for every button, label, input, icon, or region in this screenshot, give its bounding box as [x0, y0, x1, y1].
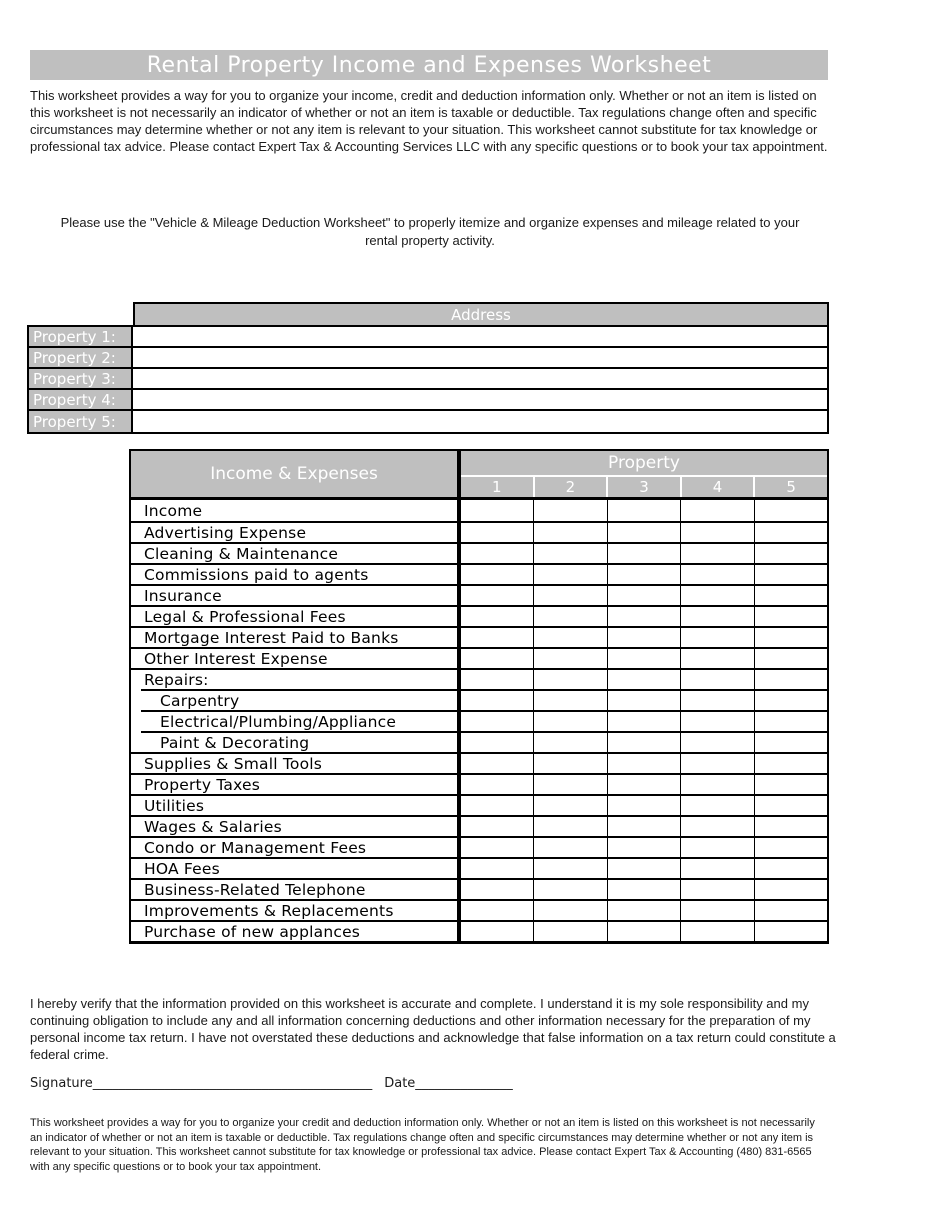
verification-paragraph: I hereby verify that the information provided on this worksheet is accurate and complete. I understand it is my sole responsibility and my continuing obligation to include any and all information concerning deductions and other information necessary for the preparation of my personal income tax return. I have not overstated these deductions and acknowledge that false information on a tax return could constitute a federal crime. — [30, 996, 836, 1062]
income-value-cell[interactable] — [533, 773, 606, 794]
address-input-cell[interactable] — [133, 369, 827, 388]
income-row-label-cell — [131, 542, 461, 563]
income-value-cell[interactable] — [461, 815, 533, 836]
income-row-label: Business-Related Telephone — [141, 878, 457, 899]
income-row-label-cell — [131, 563, 461, 584]
income-table-row — [131, 836, 827, 857]
address-row-label: Property 1: — [29, 327, 133, 346]
income-value-cell[interactable] — [607, 542, 680, 563]
income-value-cell[interactable] — [607, 626, 680, 647]
income-value-cell[interactable] — [607, 500, 680, 521]
income-value-cell[interactable] — [607, 815, 680, 836]
income-row-label-cell — [131, 731, 461, 752]
property-header-group — [461, 451, 827, 497]
income-expenses-header-cell: Income & Expenses — [131, 451, 461, 497]
income-value-cell[interactable] — [754, 584, 827, 605]
indent-strip — [131, 794, 141, 815]
address-input-cell[interactable] — [133, 348, 827, 367]
income-value-cell[interactable] — [607, 899, 680, 920]
income-value-cell[interactable] — [533, 752, 606, 773]
address-table-row — [29, 411, 827, 432]
income-row-label: Purchase of new applances — [141, 920, 457, 941]
income-table-row — [131, 815, 827, 836]
income-value-cell[interactable] — [680, 605, 753, 626]
intro-paragraph: This worksheet provides a way for you to organize your income, credit and deduction information only. Whether or not an item is listed on this worksheet is not necessarily an indicator of whether or not an item is taxable or deductible. Tax regulations change often and specific circumstances may determine whether or not any item is relevant to your situation. This worksheet cannot substitute for tax knowledge or professional tax advice. Please contact Expert Tax & Accounting Services LLC with any specific questions or to book your tax appointment. — [30, 88, 828, 154]
footer-disclaimer: This worksheet provides a way for you to organize your credit and deduction information only. Whether or not an item is listed on this worksheet is not necessarily an indicator of whether or not an item is taxable or deductible. Tax regulations change often and specific circumstances may determine whether or not any item is relevant to your situation. This worksheet cannot substitute for tax knowledge or professional tax advice. Please contact Expert Tax & Accounting (480) 831-6565 with any specific questions or to book your tax appointment. — [30, 1117, 815, 1173]
indent-strip — [131, 668, 141, 689]
indent-strip — [131, 500, 141, 521]
address-row-label: Property 5: — [29, 411, 133, 432]
income-value-cell[interactable] — [461, 920, 533, 941]
income-row-label: Legal & Professional Fees — [141, 605, 457, 626]
income-value-cell[interactable] — [533, 731, 606, 752]
income-row-label: Commissions paid to agents — [141, 563, 457, 584]
income-value-cell[interactable] — [533, 626, 606, 647]
income-value-cell[interactable] — [680, 920, 753, 941]
income-row-label: Carpentry — [141, 689, 457, 710]
income-value-cell[interactable] — [533, 668, 606, 689]
income-value-cell[interactable] — [680, 899, 753, 920]
property-header-cell: Property — [461, 451, 827, 475]
income-table-row — [131, 584, 827, 605]
income-value-cell[interactable] — [461, 752, 533, 773]
income-value-cell[interactable] — [680, 857, 753, 878]
income-table-row — [131, 920, 827, 941]
income-value-cell[interactable] — [680, 773, 753, 794]
indent-strip — [131, 584, 141, 605]
income-value-cell[interactable] — [680, 731, 753, 752]
income-row-label: Supplies & Small Tools — [141, 752, 457, 773]
indent-strip — [131, 878, 141, 899]
signature-line[interactable]: ___________________________________________ — [92, 1076, 373, 1091]
income-value-cell[interactable] — [461, 584, 533, 605]
income-value-cell[interactable] — [607, 668, 680, 689]
income-table-row — [131, 878, 827, 899]
income-row-label-cell — [131, 752, 461, 773]
income-value-cell[interactable] — [533, 500, 606, 521]
indent-strip — [131, 689, 141, 710]
income-value-cell[interactable] — [680, 626, 753, 647]
income-value-cell[interactable] — [754, 626, 827, 647]
address-table-row — [29, 390, 827, 411]
income-value-cell[interactable] — [607, 563, 680, 584]
income-value-cell[interactable] — [533, 605, 606, 626]
income-row-label: Utilities — [141, 794, 457, 815]
income-value-cell[interactable] — [533, 584, 606, 605]
income-value-cell[interactable] — [607, 794, 680, 815]
income-expenses-table-header — [131, 451, 827, 500]
income-value-cell[interactable] — [607, 857, 680, 878]
income-value-cell[interactable] — [607, 920, 680, 941]
income-value-cell[interactable] — [680, 710, 753, 731]
indent-strip — [131, 563, 141, 584]
income-table-row — [131, 731, 827, 752]
income-row-label: Electrical/Plumbing/Appliance — [141, 710, 457, 731]
income-value-cell[interactable] — [461, 773, 533, 794]
date-label: Date — [384, 1076, 416, 1091]
address-table-row — [29, 348, 827, 369]
income-expenses-table-body — [131, 500, 827, 941]
income-table-row — [131, 794, 827, 815]
income-value-cell[interactable] — [754, 731, 827, 752]
indent-strip — [131, 773, 141, 794]
indent-strip — [131, 731, 141, 752]
income-row-label-cell — [131, 878, 461, 899]
income-value-cell[interactable] — [607, 752, 680, 773]
income-value-cell[interactable] — [754, 710, 827, 731]
income-row-label-cell — [131, 710, 461, 731]
income-value-cell[interactable] — [754, 794, 827, 815]
income-table-row — [131, 899, 827, 920]
income-value-cell[interactable] — [533, 815, 606, 836]
income-value-cell[interactable] — [607, 773, 680, 794]
address-table-row — [29, 369, 827, 390]
indent-strip — [131, 605, 141, 626]
income-value-cell[interactable] — [533, 647, 606, 668]
income-table-row — [131, 773, 827, 794]
page-title: Rental Property Income and Expenses Worksheet — [30, 50, 828, 80]
income-row-label-cell — [131, 899, 461, 920]
income-value-cell[interactable] — [607, 689, 680, 710]
income-value-cell[interactable] — [607, 584, 680, 605]
income-value-cell[interactable] — [754, 773, 827, 794]
income-table-row — [131, 710, 827, 731]
signature-label: Signature — [30, 1076, 93, 1091]
income-row-label-cell — [131, 668, 461, 689]
address-table-row — [29, 327, 827, 348]
income-value-cell[interactable] — [461, 857, 533, 878]
income-value-cell[interactable] — [533, 920, 606, 941]
income-value-cell[interactable] — [461, 647, 533, 668]
income-value-cell[interactable] — [754, 752, 827, 773]
income-value-cell[interactable] — [754, 920, 827, 941]
income-value-cell[interactable] — [754, 605, 827, 626]
address-input-cell[interactable] — [133, 411, 827, 432]
income-value-cell[interactable] — [754, 521, 827, 542]
address-row-label: Property 4: — [29, 390, 133, 409]
income-value-cell[interactable] — [533, 794, 606, 815]
income-row-label-cell — [131, 626, 461, 647]
indent-strip — [131, 521, 141, 542]
income-value-cell[interactable] — [680, 815, 753, 836]
income-row-label: Wages & Salaries — [141, 815, 457, 836]
income-expenses-table — [129, 449, 829, 944]
income-row-label: Improvements & Replacements — [141, 899, 457, 920]
income-row-label: Income — [144, 501, 203, 520]
income-value-cell[interactable] — [607, 647, 680, 668]
income-table-row — [131, 689, 827, 710]
income-value-cell[interactable] — [607, 836, 680, 857]
income-value-cell[interactable] — [680, 794, 753, 815]
property-column-header: 2 — [535, 477, 607, 497]
income-table-row — [131, 605, 827, 626]
income-value-cell[interactable] — [754, 542, 827, 563]
income-value-cell[interactable] — [533, 710, 606, 731]
income-table-row — [131, 752, 827, 773]
income-row-label-cell — [131, 521, 461, 542]
property-column-header: 1 — [461, 477, 533, 497]
income-row-label: Advertising Expense — [141, 521, 457, 542]
income-value-cell[interactable] — [754, 563, 827, 584]
address-table-header: Address — [133, 302, 829, 325]
income-row-label-cell — [131, 857, 461, 878]
income-value-cell[interactable] — [680, 521, 753, 542]
income-row-label-cell — [131, 920, 461, 941]
income-value-cell[interactable] — [680, 878, 753, 899]
income-value-cell[interactable] — [533, 899, 606, 920]
income-table-row — [131, 668, 827, 689]
income-value-cell[interactable] — [461, 521, 533, 542]
address-table-body — [27, 325, 829, 434]
income-value-cell[interactable] — [461, 626, 533, 647]
indent-strip — [131, 836, 141, 857]
income-value-cell[interactable] — [607, 521, 680, 542]
income-value-cell[interactable] — [754, 668, 827, 689]
income-table-row — [131, 542, 827, 563]
income-row-label: Property Taxes — [141, 773, 457, 794]
income-value-cell[interactable] — [607, 731, 680, 752]
income-value-cell[interactable] — [754, 857, 827, 878]
income-value-cell[interactable] — [461, 668, 533, 689]
income-value-cell[interactable] — [461, 563, 533, 584]
property-number-headers — [461, 477, 827, 497]
income-table-row — [131, 857, 827, 878]
property-column-header: 5 — [755, 477, 827, 497]
indent-strip — [131, 815, 141, 836]
indent-strip — [131, 857, 141, 878]
income-row-label: Repairs: — [141, 668, 457, 689]
income-row-label: HOA Fees — [141, 857, 457, 878]
indent-strip — [131, 920, 141, 941]
income-table-row — [131, 647, 827, 668]
income-value-cell[interactable] — [680, 668, 753, 689]
income-value-cell[interactable] — [533, 521, 606, 542]
income-table-row — [131, 500, 827, 521]
income-value-cell[interactable] — [680, 542, 753, 563]
income-value-cell[interactable] — [607, 605, 680, 626]
income-value-cell[interactable] — [461, 878, 533, 899]
income-value-cell[interactable] — [533, 878, 606, 899]
income-row-label-cell — [131, 815, 461, 836]
income-value-cell[interactable] — [680, 647, 753, 668]
income-value-cell[interactable] — [754, 899, 827, 920]
income-row-label-cell — [131, 773, 461, 794]
income-row-label: Insurance — [141, 584, 457, 605]
income-row-label-cell — [131, 500, 461, 521]
income-value-cell[interactable] — [754, 689, 827, 710]
income-value-cell[interactable] — [461, 899, 533, 920]
income-value-cell[interactable] — [533, 542, 606, 563]
indent-strip — [131, 899, 141, 920]
income-value-cell[interactable] — [461, 731, 533, 752]
address-input-cell[interactable] — [133, 327, 827, 346]
income-row-label: Cleaning & Maintenance — [141, 542, 457, 563]
property-column-header: 4 — [682, 477, 754, 497]
vehicle-worksheet-note: Please use the "Vehicle & Mileage Deduction Worksheet" to properly itemize and organize expenses and mileage related to your rental property activity. — [60, 215, 800, 248]
income-value-cell[interactable] — [680, 500, 753, 521]
income-value-cell[interactable] — [533, 836, 606, 857]
indent-strip — [131, 647, 141, 668]
income-row-label-cell — [131, 836, 461, 857]
income-value-cell[interactable] — [754, 836, 827, 857]
income-value-cell[interactable] — [461, 500, 533, 521]
income-value-cell[interactable] — [607, 878, 680, 899]
income-value-cell[interactable] — [680, 836, 753, 857]
income-value-cell[interactable] — [461, 710, 533, 731]
income-value-cell[interactable] — [754, 815, 827, 836]
income-value-cell[interactable] — [461, 794, 533, 815]
income-value-cell[interactable] — [680, 563, 753, 584]
income-row-label: Other Interest Expense — [141, 647, 457, 668]
indent-strip — [131, 542, 141, 563]
signature-section — [30, 1076, 513, 1091]
income-row-label-cell — [131, 584, 461, 605]
income-row-label-cell — [131, 689, 461, 710]
address-table — [27, 302, 829, 434]
address-row-label: Property 3: — [29, 369, 133, 388]
indent-strip — [131, 710, 141, 731]
income-value-cell[interactable] — [533, 857, 606, 878]
income-row-label: Paint & Decorating — [141, 731, 457, 752]
income-value-cell[interactable] — [754, 647, 827, 668]
income-value-cell[interactable] — [461, 542, 533, 563]
income-table-row — [131, 563, 827, 584]
address-input-cell[interactable] — [133, 390, 827, 409]
income-row-label-cell — [131, 647, 461, 668]
income-row-label: Condo or Management Fees — [141, 836, 457, 857]
property-column-header: 3 — [608, 477, 680, 497]
income-value-cell[interactable] — [754, 500, 827, 521]
income-row-label: Mortgage Interest Paid to Banks — [141, 626, 457, 647]
indent-strip — [131, 752, 141, 773]
income-value-cell[interactable] — [680, 584, 753, 605]
income-table-row — [131, 521, 827, 542]
income-value-cell[interactable] — [533, 689, 606, 710]
income-value-cell[interactable] — [680, 689, 753, 710]
income-value-cell[interactable] — [461, 689, 533, 710]
indent-strip — [131, 626, 141, 647]
address-row-label: Property 2: — [29, 348, 133, 367]
income-value-cell[interactable] — [754, 878, 827, 899]
income-table-row — [131, 626, 827, 647]
income-value-cell[interactable] — [461, 605, 533, 626]
income-value-cell[interactable] — [607, 710, 680, 731]
income-value-cell[interactable] — [461, 836, 533, 857]
income-value-cell[interactable] — [533, 563, 606, 584]
income-value-cell[interactable] — [680, 752, 753, 773]
income-row-label-cell — [131, 605, 461, 626]
income-row-label-cell — [131, 794, 461, 815]
date-line[interactable]: _______________ — [415, 1076, 513, 1091]
